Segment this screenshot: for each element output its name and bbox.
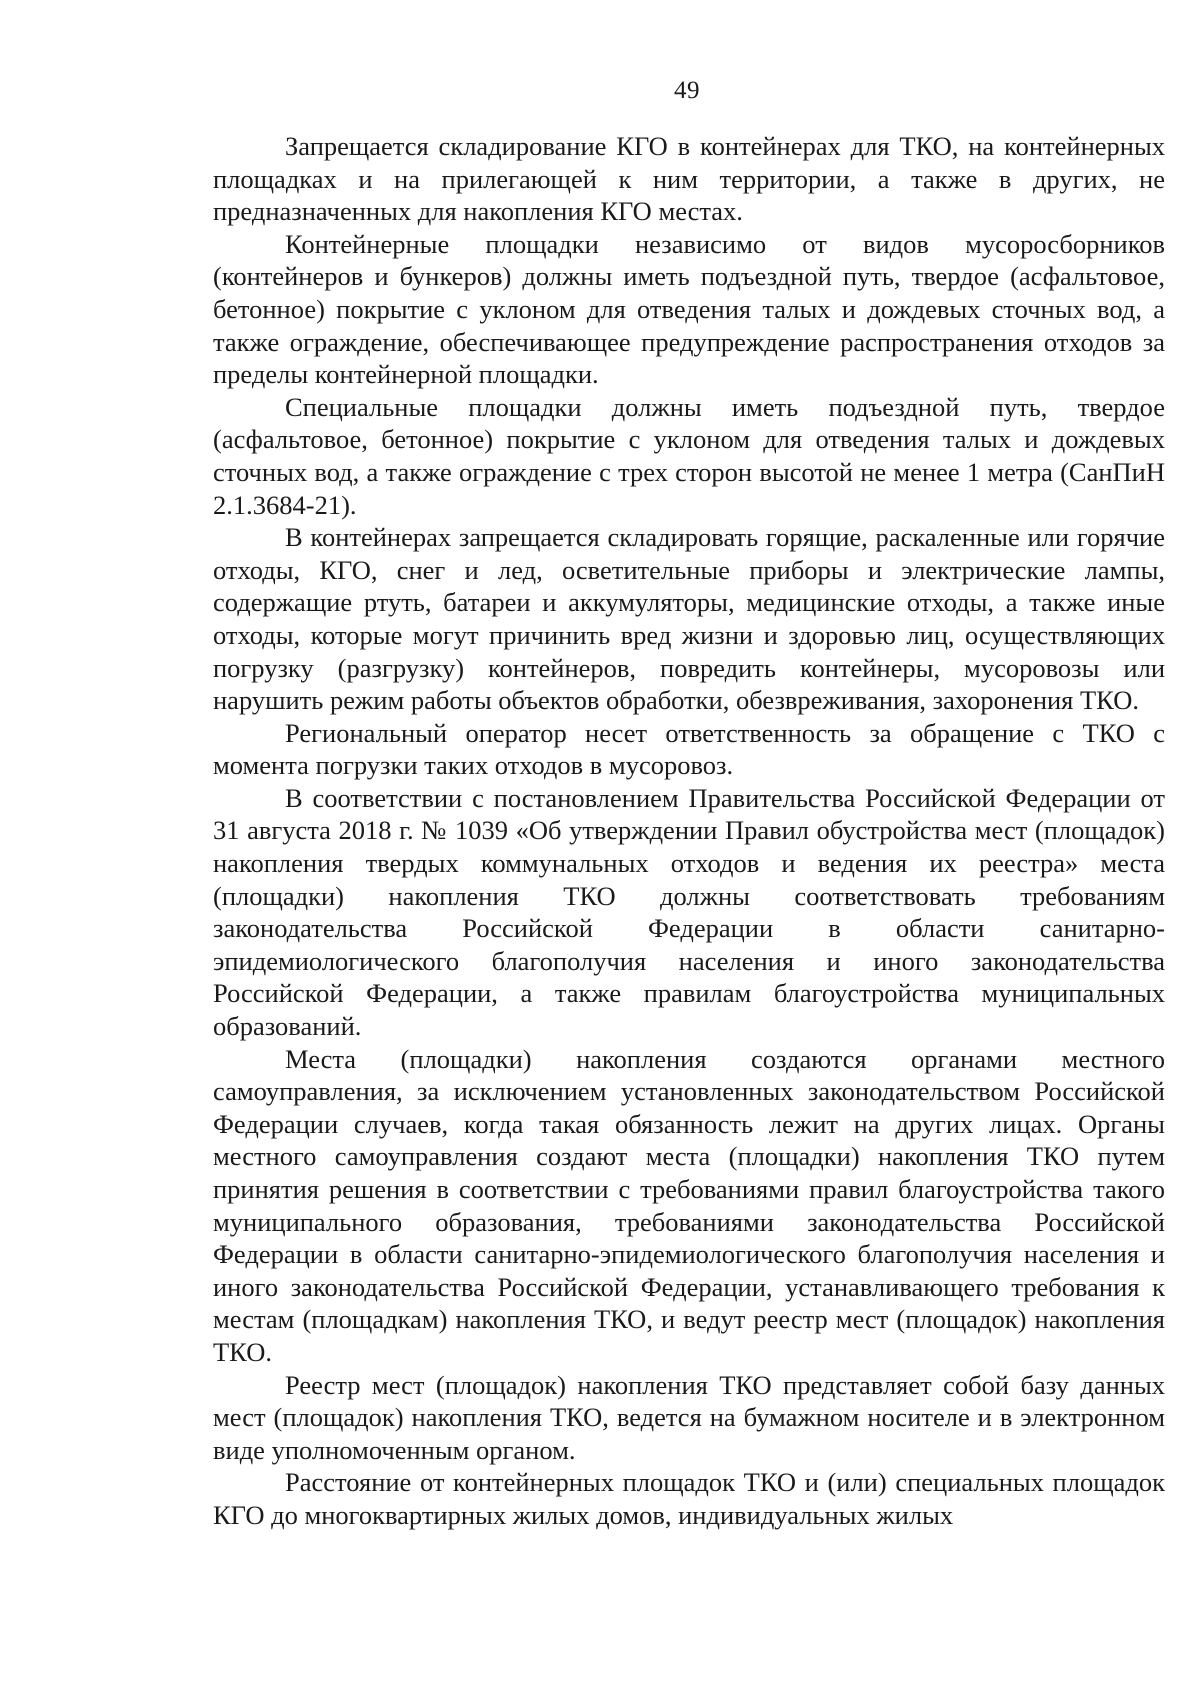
document-body	[213, 130, 1165, 1532]
page-number: 49	[674, 77, 700, 104]
paragraph-bulky-waste-storage-ban: Запрещается складирование КГО в контейнерах для ТКО, на контейнерных площадках и на прилегающей к ним территории, а также в других, не предназначенных для накопления КГО местах.	[213, 131, 1165, 227]
paragraph-special-site-requirements: Специальные площадки должны иметь подъездной путь, твердое (асфальтовое, бетонное) покрытие с уклоном для отведения талых и дождевых сточных вод, а также ограждение с трех сторон высотой не менее 1 метра (СанПиН 2.1.3684-21).	[213, 391, 1165, 520]
paragraph-prohibited-waste-in-containers: В контейнерах запрещается складировать горящие, раскаленные или горячие отходы, КГО, снег и лед, осветительные приборы и электрические лампы, содержащие ртуть, батареи и аккумуляторы, медицинские отходы, а также иные отходы, которые могут причинить вред жизни и здоровью лиц, осуществляющих погрузку (разгрузку) контейнеров, повредить контейнеры, мусоровозы или нарушить режим работы объектов обработки, обезвреживания, захоронения ТКО.	[213, 522, 1165, 716]
paragraph-regional-operator-responsibility: Региональный оператор несет ответственность за обращение с ТКО с момента погрузки таких отходов в мусоровоз.	[213, 717, 1165, 781]
paragraph-site-creation-by-local-government: Места (площадки) накопления создаются органами местного самоуправления, за исключением установленных законодательством Российской Федерации случаев, когда такая обязанность лежит на других лицах. Органы местного самоуправления создают места (площадки) накопления ТКО путем принятия решения в соответствии с требованиями правил благоустройства такого муниципального образования, требованиями законодательства Российской Федерации в области санитарно-эпидемиологического благополучия населения и иного законодательства Российской Федерации, устанавливающего требования к местам (площадкам) накопления ТКО, и ведут реестр мест (площадок) накопления ТКО.	[213, 1043, 1165, 1367]
paragraph-government-decree-1039: В соответствии с постановлением Правительства Российской Федерации от 31 августа 2018 г. № 1039 «Об утверждении Правил обустройства мест (площадок) накопления твердых коммунальных отходов и ведения их реестра» места (площадки) накопления ТКО должны соответствовать требованиям законодательства Российской Федерации в области санитарно-эпидемиологического благополучия населения и иного законодательства Российской Федерации, а также правилам благоустройства муниципальных образований.	[213, 782, 1165, 1042]
paragraph-container-site-requirements: Контейнерные площадки независимо от видов мусоросборников (контейнеров и бункеров) должны иметь подъездной путь, твердое (асфальтовое, бетонное) покрытие с уклоном для отведения талых и дождевых сточных вод, а также ограждение, обеспечивающее предупреждение распространения отходов за пределы контейнерной площадки.	[213, 228, 1165, 390]
paragraph-site-registry: Реестр мест (площадок) накопления ТКО представляет собой базу данных мест (площадок) накопления ТКО, ведется на бумажном носителе и в электронном виде уполномоченным органом.	[213, 1369, 1165, 1465]
paragraph-distance-to-residential-buildings: Расстояние от контейнерных площадок ТКО и (или) специальных площадок КГО до многоквартирных жилых домов, индивидуальных жилых	[213, 1467, 1165, 1530]
